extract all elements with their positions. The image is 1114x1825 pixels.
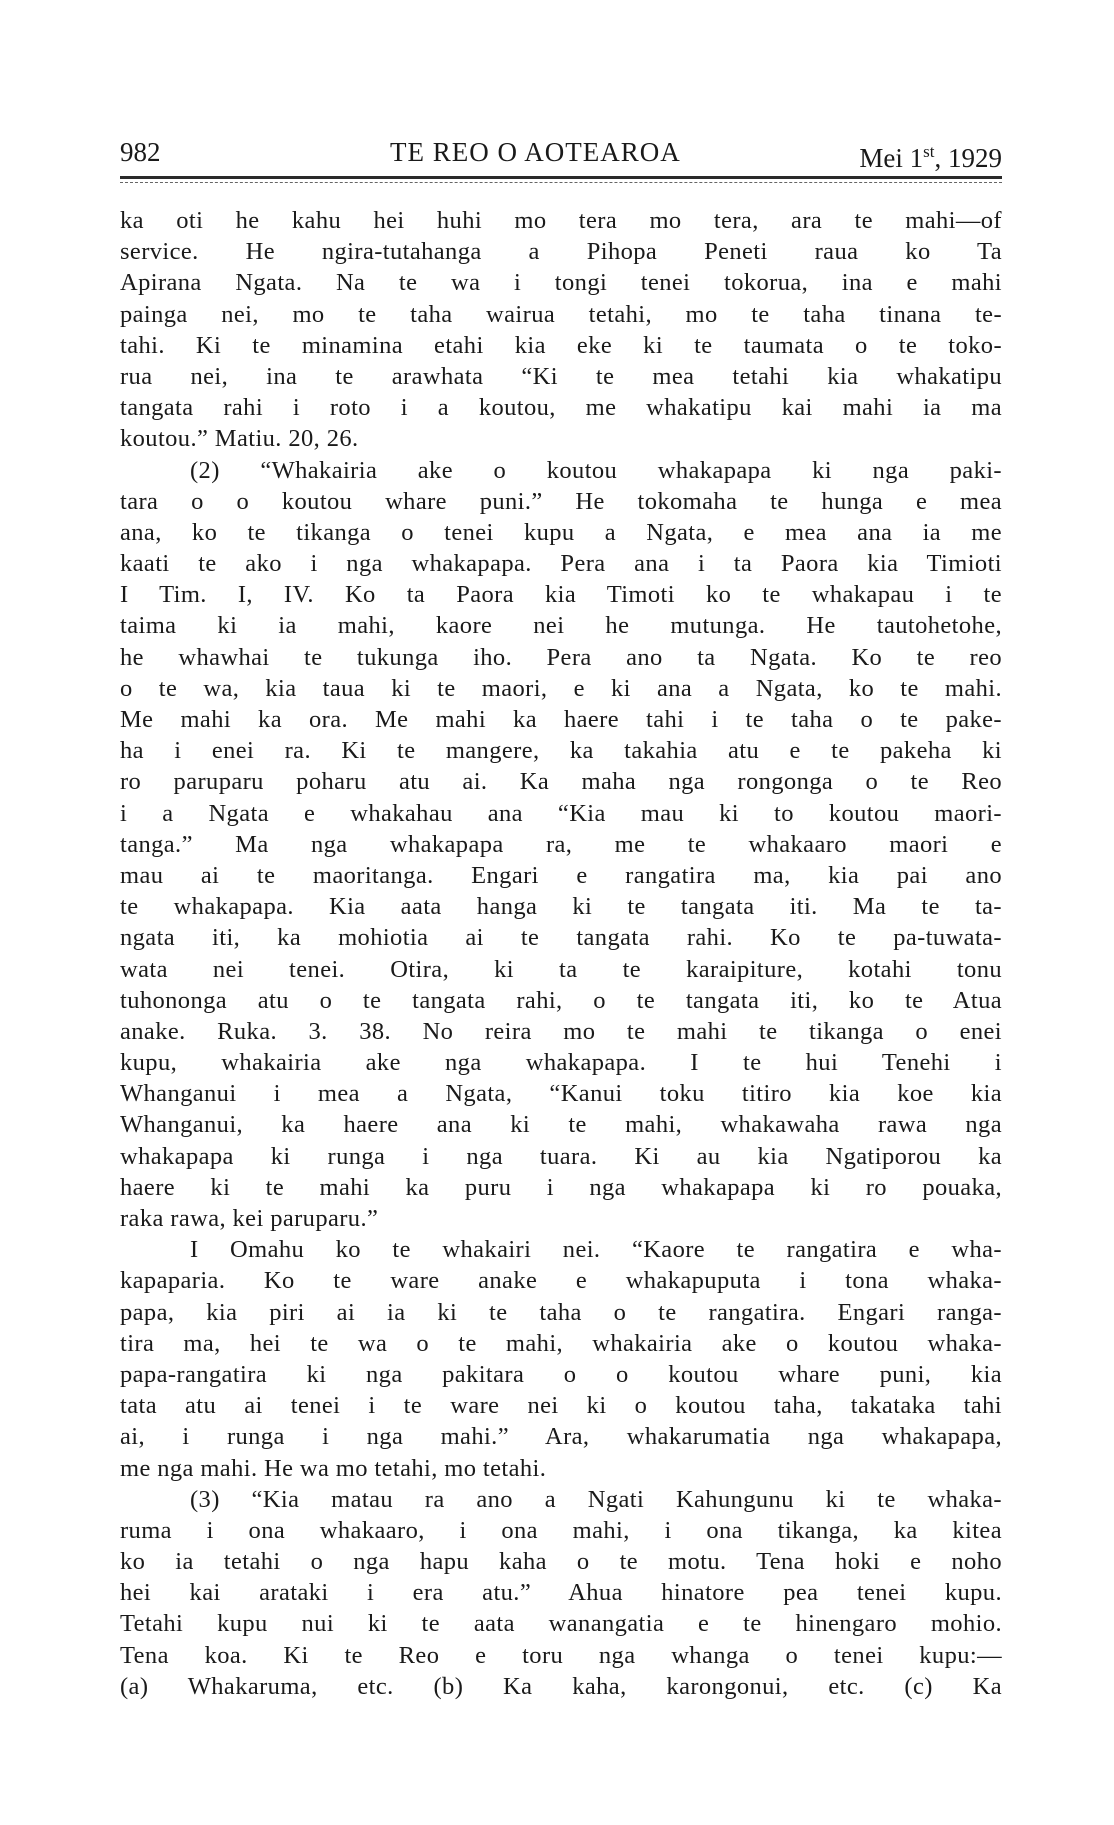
- issue-date-prefix: Mei 1: [859, 143, 924, 173]
- text-line: Whanganui, ka haere ana ki te mahi, whakawaha rawa nga: [120, 1111, 1002, 1139]
- text-line: ai, i runga i nga mahi.” Ara, whakarumatia nga whakapapa,: [120, 1423, 1002, 1451]
- body-text: [120, 205, 1002, 1702]
- journal-title: TE REO O AOTEAROA: [390, 137, 681, 167]
- text-line: Whanganui i mea a Ngata, “Kanui toku titiro kia koe kia: [120, 1080, 1002, 1108]
- text-line: tuhononga atu o te tangata rahi, o te tangata iti, ko te Atua: [120, 986, 1002, 1014]
- text-line: me nga mahi. He wa mo tetahi, mo tetahi.: [120, 1454, 547, 1482]
- text-line: tangata rahi i roto i a koutou, me whakatipu kai mahi ia ma: [120, 394, 1002, 422]
- text-line: ko ia tetahi o nga hapu kaha o te motu. Tena hoki e noho: [120, 1548, 1002, 1576]
- page-number: 982: [120, 137, 161, 167]
- text-line: i a Ngata e whakahau ana “Kia mau ki to koutou maori-: [120, 799, 1002, 827]
- header-rule-dashed: [120, 182, 1002, 183]
- text-line: o te wa, kia taua ki te maori, e ki ana a Ngata, ko te mahi.: [120, 674, 1002, 702]
- text-line: ngata iti, ka mohiotia ai te tangata rahi. Ko te pa-tuwata-: [120, 924, 1002, 952]
- text-line: ro paruparu poharu atu ai. Ka maha nga rongonga o te Reo: [120, 768, 1002, 796]
- text-line: tira ma, hei te wa o te mahi, whakairia ake o koutou whaka-: [120, 1329, 1002, 1357]
- issue-date: [859, 132, 1002, 178]
- text-line: I Tim. I, IV. Ko ta Paora kia Timoti ko te whakapau i te: [120, 581, 1002, 609]
- text-line: Me mahi ka ora. Me mahi ka haere tahi i te taha o te pake-: [120, 706, 1002, 733]
- text-line: ka oti he kahu hei huhi mo tera mo tera, ara te mahi—of: [120, 207, 1002, 234]
- text-line: hei kai arataki i era atu.” Ahua hinatore pea tenei kupu.: [120, 1579, 1002, 1607]
- text-line: haere ki te mahi ka puru i nga whakapapa ki ro pouaka,: [120, 1173, 1002, 1201]
- text-line: Tetahi kupu nui ki te aata wanangatia e te hinengaro mohio.: [120, 1610, 1002, 1638]
- text-line: kaati te ako i nga whakapapa. Pera ana i ta Paora kia Timioti: [120, 550, 1002, 578]
- text-line: ruma i ona whakaaro, i ona mahi, i ona tikanga, ka kitea: [120, 1516, 1002, 1544]
- text-line: taima ki ia mahi, kaore nei he mutunga. He tautohetohe,: [120, 612, 1002, 640]
- text-line: mau ai te maoritanga. Engari e rangatira ma, kia pai ano: [120, 861, 1002, 889]
- text-line: ana, ko te tikanga o tenei kupu a Ngata, e mea ana ia me: [120, 518, 1002, 546]
- text-line: papa-rangatira ki nga pakitara o o koutou whare puni, kia: [120, 1360, 1002, 1388]
- text-line: Tena koa. Ki te Reo e toru nga whanga o tenei kupu:—: [120, 1641, 1002, 1669]
- text-line: I Omahu ko te whakairi nei. “Kaore te rangatira e wha-: [190, 1236, 1002, 1264]
- text-line: wata nei tenei. Otira, ki ta te karaipiture, kotahi tonu: [120, 955, 1002, 983]
- text-line: rua nei, ina te arawhata “Ki te mea tetahi kia whakatipu: [120, 362, 1002, 390]
- text-line: service. He ngira-tutahanga a Pihopa Peneti raua ko Ta: [120, 238, 1002, 266]
- text-line: (a) Whakaruma, etc. (b) Ka kaha, karongonui, etc. (c) Ka: [120, 1672, 1002, 1700]
- header-rule: [120, 176, 1002, 179]
- text-line: te whakapapa. Kia aata hanga ki te tangata iti. Ma te ta-: [120, 893, 1002, 921]
- text-line: anake. Ruka. 3. 38. No reira mo te mahi te tikanga o enei: [120, 1017, 1002, 1045]
- text-line: (3) “Kia matau ra ano a Ngati Kahungunu ki te whaka-: [190, 1485, 1002, 1513]
- text-line: Apirana Ngata. Na te wa i tongi tenei tokorua, ina e mahi: [120, 269, 1002, 297]
- text-line: tata atu ai tenei i te ware nei ki o koutou taha, takataka tahi: [120, 1392, 1002, 1420]
- issue-date-year: , 1929: [934, 143, 1002, 173]
- text-line: tara o o koutou whare puni.” He tokomaha te hunga e mea: [120, 487, 1002, 515]
- text-line: ha i enei ra. Ki te mangere, ka takahia atu e te pakeha ki: [120, 737, 1002, 765]
- running-header: [120, 132, 1002, 172]
- text-line: painga nei, mo te taha wairua tetahi, mo te taha tinana te-: [120, 300, 1002, 328]
- text-line: papa, kia piri ai ia ki te taha o te rangatira. Engari ranga-: [120, 1298, 1002, 1326]
- text-line: koutou.” Matiu. 20, 26.: [120, 425, 359, 453]
- text-line: tahi. Ki te minamina etahi kia eke ki te taumata o te toko-: [120, 331, 1002, 359]
- text-line: kapaparia. Ko te ware anake e whakapuputa i tona whaka-: [120, 1267, 1002, 1295]
- text-line: (2) “Whakairia ake o koutou whakapapa ki nga paki-: [190, 456, 1002, 484]
- text-line: kupu, whakairia ake nga whakapapa. I te hui Tenehi i: [120, 1049, 1002, 1077]
- text-line: raka rawa, kei paruparu.”: [120, 1205, 379, 1232]
- text-line: whakapapa ki runga i nga tuara. Ki au kia Ngatiporou ka: [120, 1142, 1002, 1170]
- issue-date-suffix: st: [923, 142, 935, 161]
- text-line: he whawhai te tukunga iho. Pera ano ta Ngata. Ko te reo: [120, 643, 1002, 671]
- text-line: tanga.” Ma nga whakapapa ra, me te whakaaro maori e: [120, 830, 1002, 858]
